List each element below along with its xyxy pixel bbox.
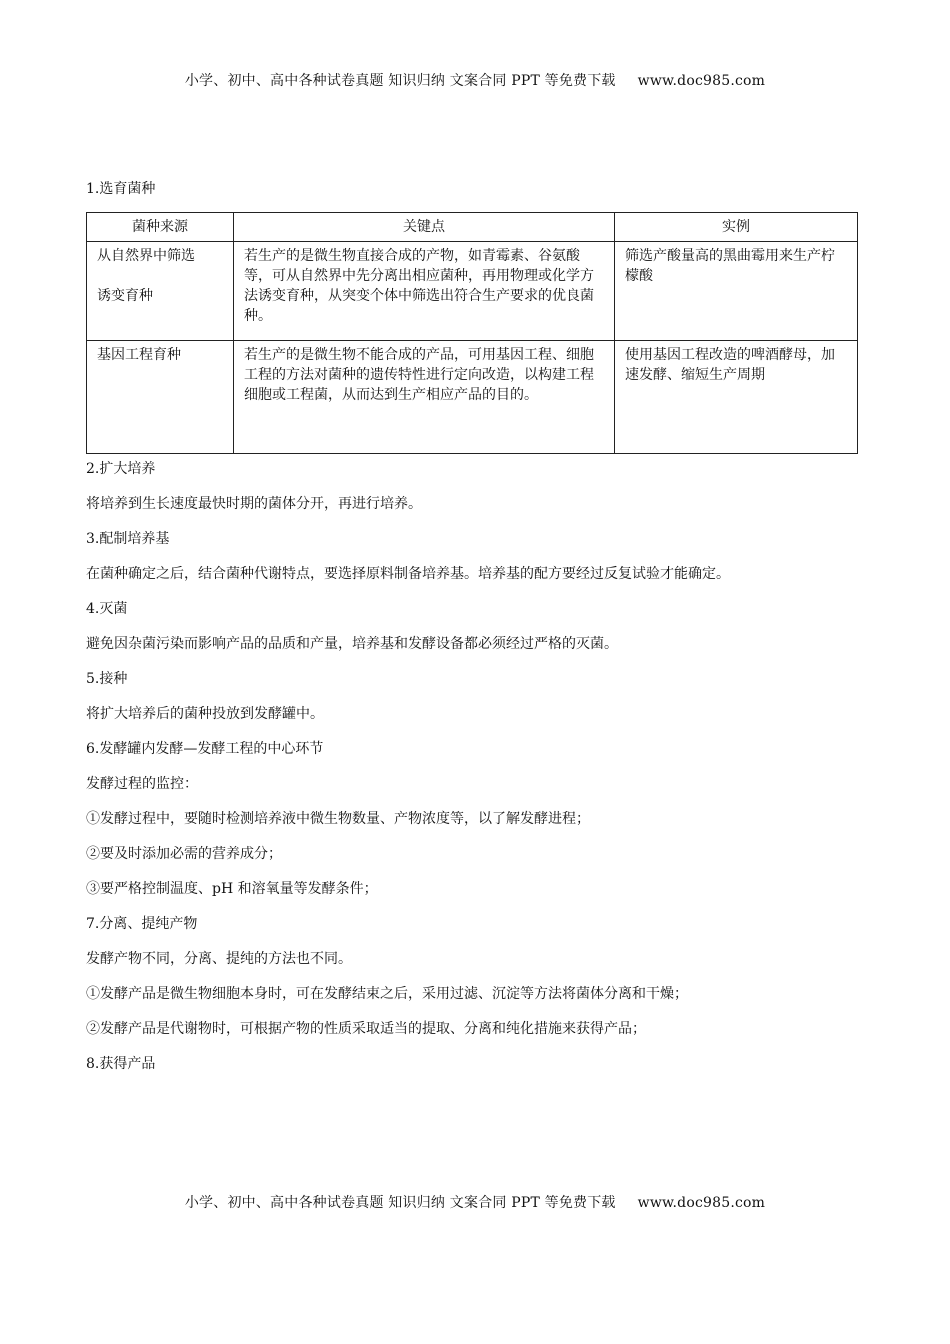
list-item: ②发酵产品是代谢物时，可根据产物的性质采取适当的提取、分离和纯化措施来获得产品； <box>86 1021 646 1037</box>
section-title-sterilization: 4.灭菌 <box>86 601 128 617</box>
list-item: ①发酵过程中，要随时检测培养液中微生物数量、产物浓度等，以了解发酵进程； <box>86 811 590 827</box>
paragraph-text: 发酵产物不同，分离、提纯的方法也不同。 <box>86 951 352 967</box>
table-header-key-point: 关键点 <box>234 213 615 242</box>
section-title-select-strain: 1.选育菌种 <box>86 181 156 197</box>
header-text: 小学、初中、高中各种试卷真题 知识归纳 文案合同 PPT 等免费下载 <box>184 73 616 89</box>
list-item: ③要严格控制温度、pH 和溶氧量等发酵条件； <box>86 881 378 897</box>
section-title-separation: 7.分离、提纯产物 <box>86 916 198 932</box>
paragraph-text: 在菌种确定之后，结合菌种代谢特点，要选择原料制备培养基。培养基的配方要经过反复试验才能确定。 <box>86 566 730 582</box>
footer-text: 小学、初中、高中各种试卷真题 知识归纳 文案合同 PPT 等免费下载 <box>184 1195 616 1211</box>
table-row <box>87 341 858 454</box>
table-header-source: 菌种来源 <box>87 213 234 242</box>
source-mutation-breeding: 诱变育种 <box>97 288 153 304</box>
table-cell-source <box>87 341 234 454</box>
process-steps <box>86 458 866 1088</box>
paragraph-text: 将扩大培养后的菌种投放到发酵罐中。 <box>86 706 324 722</box>
strain-selection-table <box>86 212 858 454</box>
page-header <box>0 70 950 90</box>
table-header-example: 实例 <box>615 213 858 242</box>
table-cell-source <box>87 242 234 341</box>
document-body <box>86 178 866 1088</box>
source-spacer <box>97 266 223 286</box>
source-genetic-engineering: 基因工程育种 <box>97 347 181 363</box>
table-cell-key-point: 若生产的是微生物直接合成的产物，如青霉素、谷氨酸等，可从自然界中先分离出相应菌种，再用物理或化学方法诱变育种，从突变个体中筛选出符合生产要求的优良菌种。 <box>234 242 615 341</box>
table-row <box>87 242 858 341</box>
section-title-obtain-product: 8.获得产品 <box>86 1056 156 1072</box>
section-title-expand-culture: 2.扩大培养 <box>86 461 156 477</box>
paragraph-text: 避免因杂菌污染而影响产品的品质和产量，培养基和发酵设备都必须经过严格的灭菌。 <box>86 636 618 652</box>
section-title-fermentation: 6.发酵罐内发酵—发酵工程的中心环节 <box>86 741 324 757</box>
paragraph-text: 发酵过程的监控： <box>86 776 198 792</box>
table-cell-example: 使用基因工程改造的啤酒酵母，加速发酵、缩短生产周期 <box>615 341 858 454</box>
page-footer <box>0 1192 950 1212</box>
paragraph-text: 将培养到生长速度最快时期的菌体分开，再进行培养。 <box>86 496 422 512</box>
section-title-inoculation: 5.接种 <box>86 671 128 687</box>
table-cell-example: 筛选产酸量高的黑曲霉用来生产柠檬酸 <box>615 242 858 341</box>
table-cell-key-point: 若生产的是微生物不能合成的产品，可用基因工程、细胞工程的方法对菌种的遗传特性进行定向改造，以构建工程细胞或工程菌，从而达到生产相应产品的目的。 <box>234 341 615 454</box>
list-item: ②要及时添加必需的营养成分； <box>86 846 282 862</box>
footer-site-link[interactable]: www.doc985.com <box>637 1195 766 1211</box>
source-natural-screening: 从自然界中筛选 <box>97 248 195 264</box>
section-title-prepare-medium: 3.配制培养基 <box>86 531 170 547</box>
table-header-row <box>87 213 858 242</box>
list-item: ①发酵产品是微生物细胞本身时，可在发酵结束之后，采用过滤、沉淀等方法将菌体分离和干燥； <box>86 986 688 1002</box>
header-site-link[interactable]: www.doc985.com <box>637 73 766 89</box>
